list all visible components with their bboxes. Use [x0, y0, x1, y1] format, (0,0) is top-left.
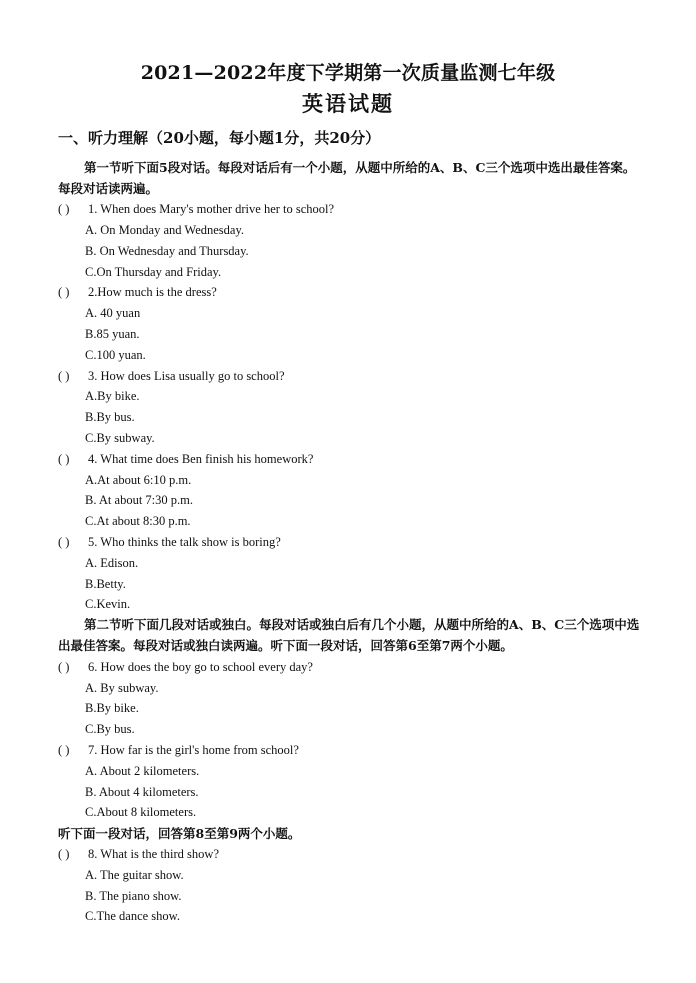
option-b: B.By bike.: [85, 701, 139, 715]
option-c: C.About 8 kilometers.: [85, 805, 197, 819]
section-heading: 一、听力理解（20小题，每小题1分，共20分）: [58, 129, 381, 147]
option-a: A. On Monday and Wednesday.: [85, 223, 245, 237]
question-5: [58, 532, 281, 553]
question-text: 5. Who thinks the talk show is boring?: [88, 535, 281, 549]
option-a: A. The guitar show.: [85, 868, 184, 882]
option-c: C.At about 8:30 p.m.: [85, 514, 191, 528]
option-a: A. By subway.: [85, 681, 159, 695]
option-c: C.100 yuan.: [85, 348, 146, 362]
option-b: B. At about 7:30 p.m.: [85, 493, 193, 507]
answer-blank[interactable]: ( ): [58, 285, 70, 299]
group-8-9-instructions: 听下面一段对话，回答第8至第9两个小题。: [58, 826, 301, 841]
option-c: C.Kevin.: [85, 597, 131, 611]
exam-subject: 英语试题: [302, 91, 394, 116]
answer-blank[interactable]: ( ): [58, 369, 70, 383]
option-c: C.By bus.: [85, 722, 135, 736]
answer-blank[interactable]: ( ): [58, 535, 70, 549]
option-b: B. On Wednesday and Thursday.: [85, 244, 249, 258]
part2-instructions: 第二节听下面几段对话或独白。每段对话或独白后有几个小题，从题中所给的A、B、C三个选项中选出最佳答案。每段对话或独白读两遍。听下面一段对话，回答第6至第7两个小题。: [58, 617, 640, 653]
question-text: 1. When does Mary's mother drive her to school?: [88, 202, 335, 216]
option-c: C.The dance show.: [85, 909, 180, 923]
question-3: [58, 366, 285, 387]
option-b: B.By bus.: [85, 410, 135, 424]
question-2: [58, 282, 217, 303]
option-b: B.85 yuan.: [85, 327, 140, 341]
question-text: 6. How does the boy go to school every day?: [88, 660, 313, 674]
question-text: 8. What is the third show?: [88, 847, 219, 861]
question-1: [58, 199, 334, 220]
option-a: A. Edison.: [85, 556, 139, 570]
option-b: B. About 4 kilometers.: [85, 785, 199, 799]
part1-instructions: 第一节听下面5段对话。每段对话后有一个小题，从题中所给的A、B、C三个选项中选出最佳答案。每段对话读两遍。: [58, 160, 636, 196]
option-a: A.By bike.: [85, 389, 140, 403]
question-4: [58, 449, 313, 470]
answer-blank[interactable]: ( ): [58, 847, 70, 861]
question-6: [58, 657, 313, 678]
option-a: A. About 2 kilometers.: [85, 764, 200, 778]
option-a: A. 40 yuan: [85, 306, 141, 320]
question-text: 3. How does Lisa usually go to school?: [88, 369, 285, 383]
option-c: C.On Thursday and Friday.: [85, 265, 222, 279]
answer-blank[interactable]: ( ): [58, 452, 70, 466]
question-text: 4. What time does Ben finish his homework?: [88, 452, 314, 466]
question-7: [58, 740, 299, 761]
option-c: C.By subway.: [85, 431, 155, 445]
exam-title: 2021—2022年度下学期第一次质量监测七年级: [140, 62, 556, 84]
answer-blank[interactable]: ( ): [58, 743, 70, 757]
question-8: [58, 844, 219, 865]
answer-blank[interactable]: ( ): [58, 202, 70, 216]
question-text: 7. How far is the girl's home from school?: [88, 743, 299, 757]
answer-blank[interactable]: ( ): [58, 660, 70, 674]
option-a: A.At about 6:10 p.m.: [85, 473, 192, 487]
option-b: B. The piano show.: [85, 889, 182, 903]
option-b: B.Betty.: [85, 577, 126, 591]
question-text: 2.How much is the dress?: [88, 285, 217, 299]
